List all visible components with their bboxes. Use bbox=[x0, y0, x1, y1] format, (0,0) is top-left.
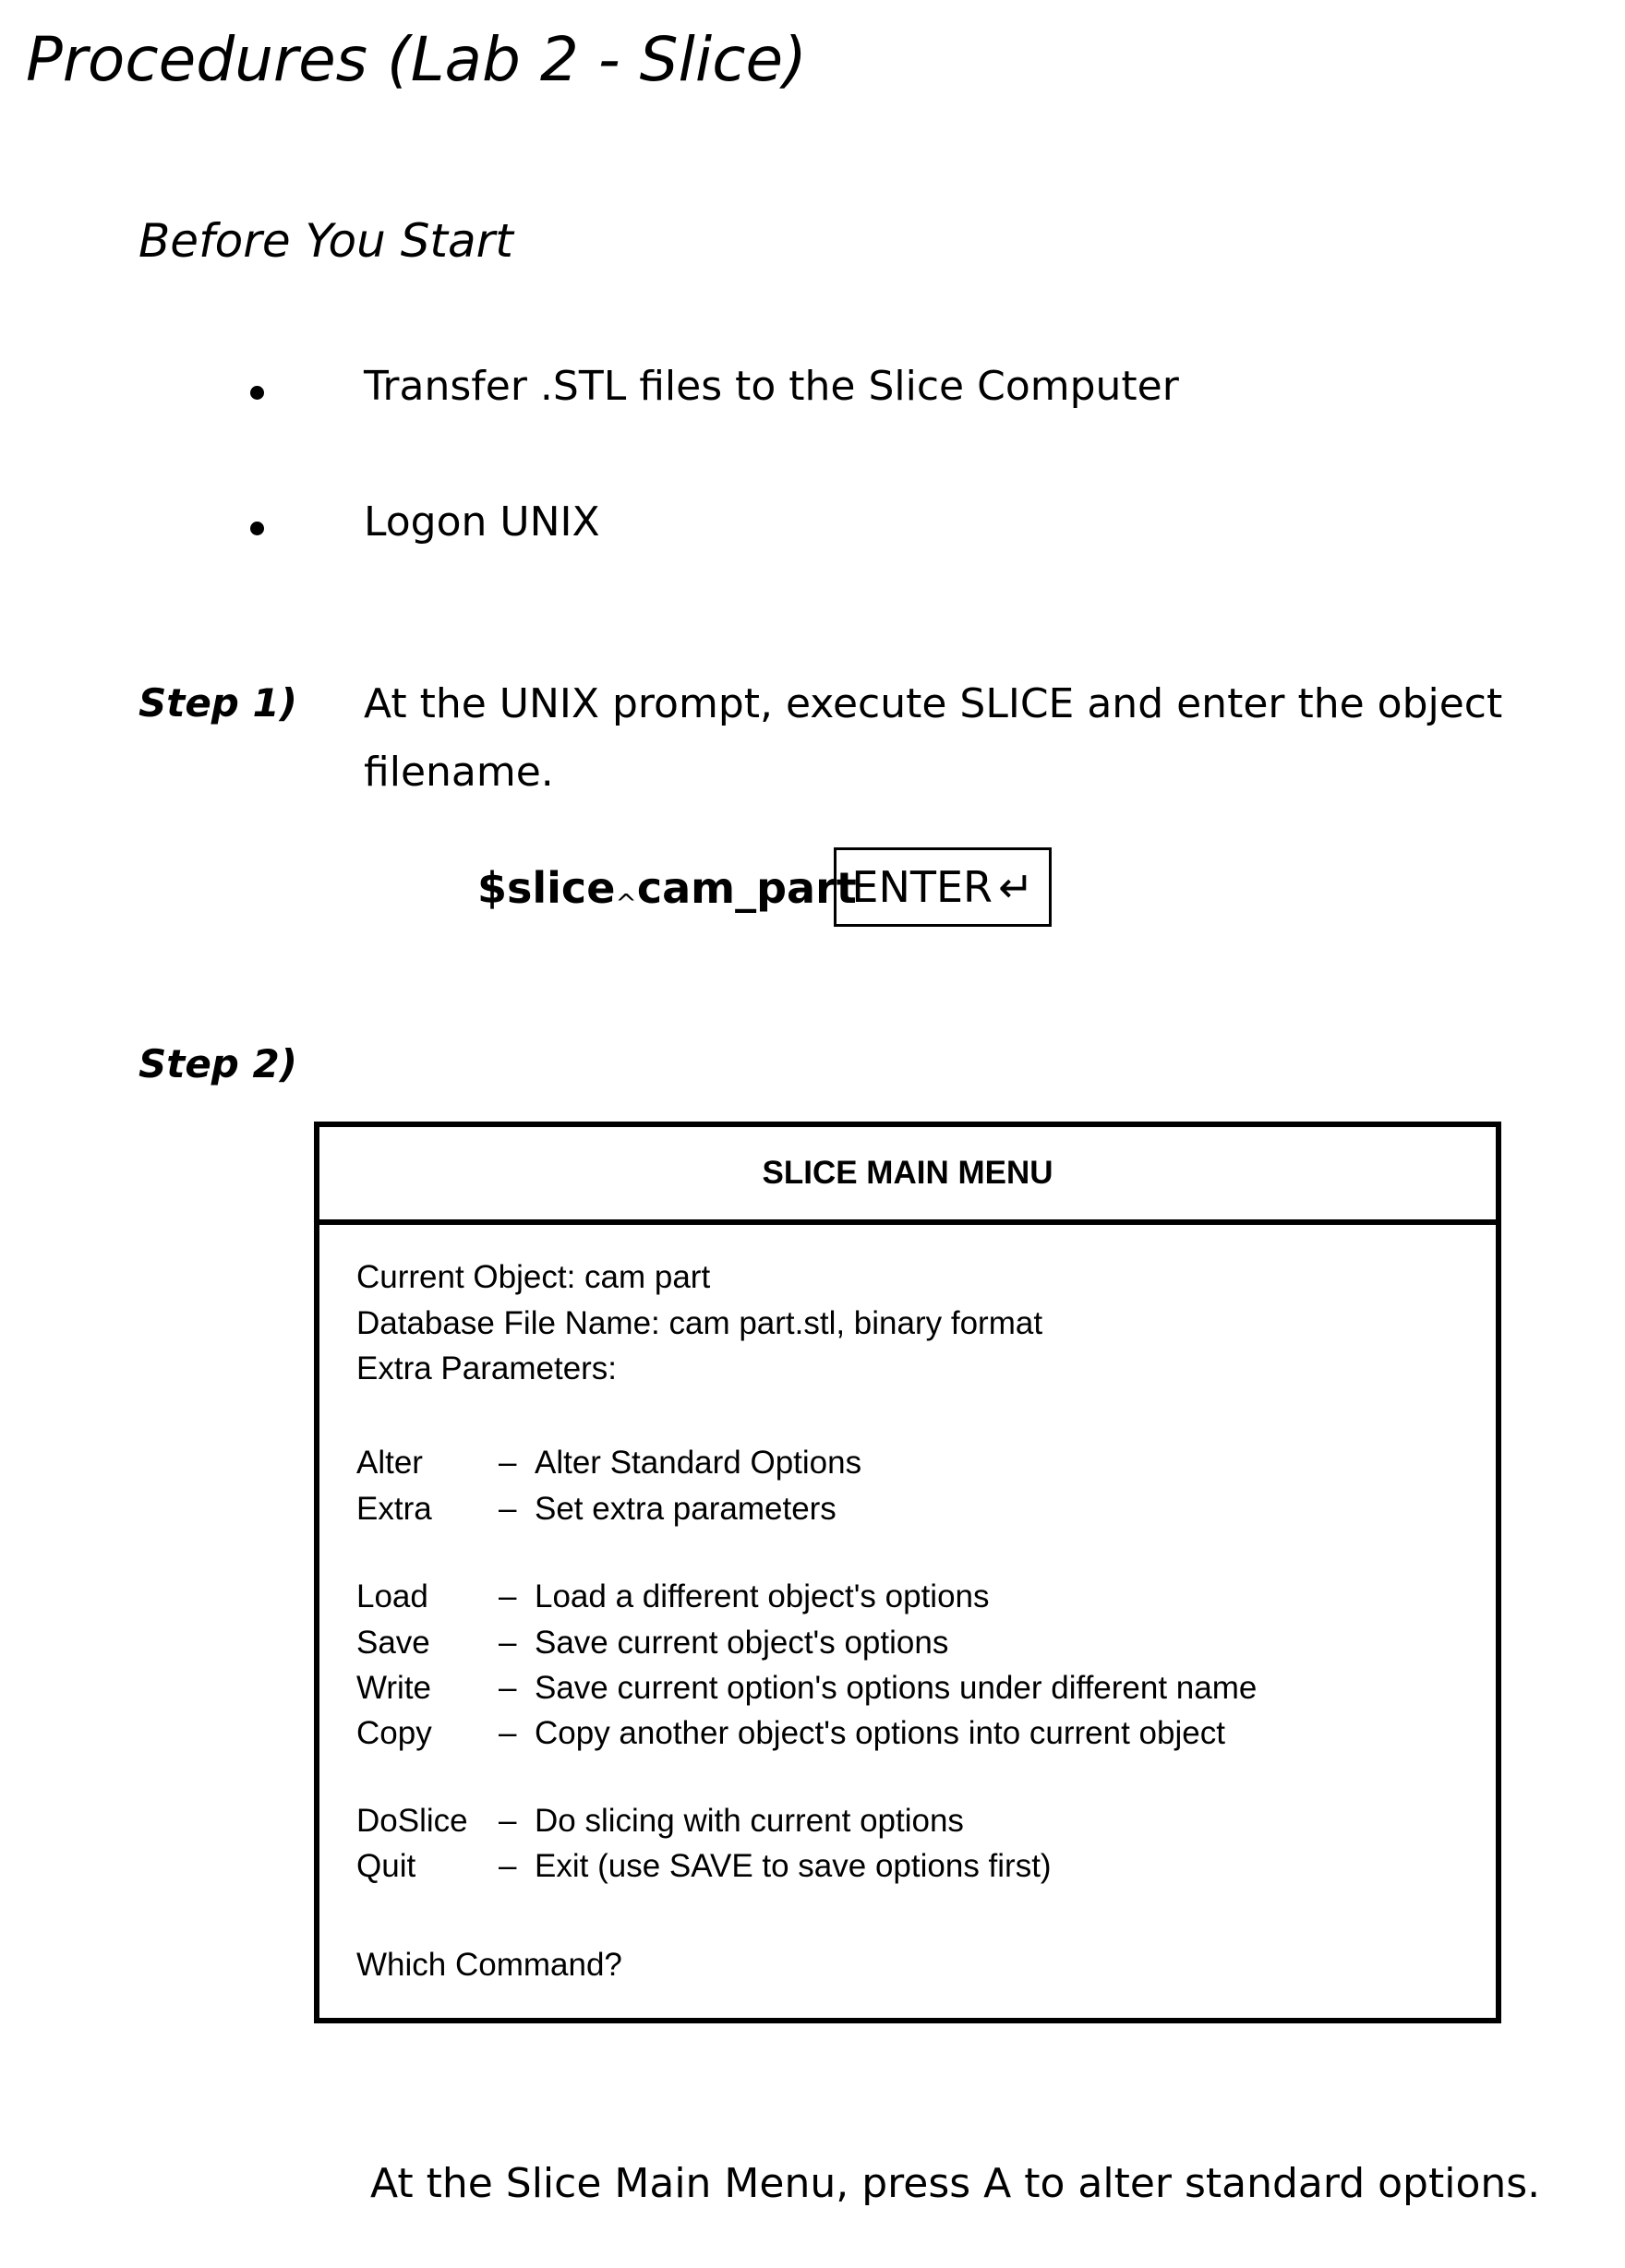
step-1-text: At the UNIX prompt, execute SLICE and enter the object bbox=[364, 680, 1502, 727]
bullet-item: Transfer .STL files to the Slice Computer bbox=[364, 363, 1179, 410]
step-2-label: Step 2) bbox=[138, 1041, 297, 1086]
dash: – bbox=[499, 1578, 516, 1615]
command-desc: Save current option's options under different name bbox=[535, 1670, 1257, 1707]
dash: – bbox=[499, 1491, 516, 1528]
bullet-icon bbox=[250, 522, 264, 535]
command-desc: Alter Standard Options bbox=[535, 1445, 861, 1482]
step-1-label: Step 1) bbox=[138, 680, 297, 726]
command-name: Alter bbox=[356, 1445, 423, 1482]
enter-label: ENTER bbox=[851, 862, 993, 912]
command-line bbox=[477, 863, 857, 918]
command-name: Save bbox=[356, 1625, 430, 1662]
bullet-item: Logon UNIX bbox=[364, 498, 600, 546]
command-name: Load bbox=[356, 1578, 428, 1615]
enter-key bbox=[834, 847, 1052, 927]
dash: – bbox=[499, 1670, 516, 1707]
command-arg: cam_part bbox=[637, 863, 857, 913]
command-name: Quit bbox=[356, 1848, 415, 1885]
command-prefix: $slice bbox=[477, 863, 615, 913]
dash: – bbox=[499, 1848, 516, 1885]
section-heading: Before You Start bbox=[138, 214, 513, 268]
command-desc: Save current object's options bbox=[535, 1625, 948, 1662]
dash: – bbox=[499, 1445, 516, 1482]
command-desc: Load a different object's options bbox=[535, 1578, 990, 1615]
dash: – bbox=[499, 1803, 516, 1840]
menu-info-line: Current Object: cam part bbox=[356, 1259, 710, 1296]
page-title: Procedures (Lab 2 - Slice) bbox=[26, 24, 807, 95]
command-name: DoSlice bbox=[356, 1803, 468, 1840]
menu-title: SLICE MAIN MENU bbox=[319, 1127, 1496, 1225]
step-1-text-cont: filename. bbox=[364, 749, 554, 796]
menu-info-line: Database File Name: cam part.stl, binary format bbox=[356, 1305, 1042, 1342]
command-name: Write bbox=[356, 1670, 431, 1707]
command-name: Copy bbox=[356, 1715, 432, 1752]
command-desc: Exit (use SAVE to save options first) bbox=[535, 1848, 1052, 1885]
dash: – bbox=[499, 1715, 516, 1752]
instruction-text: At the Slice Main Menu, press A to alter standard options. bbox=[370, 2160, 1540, 2207]
command-prompt: Which Command? bbox=[356, 1947, 622, 1984]
bullet-icon bbox=[250, 386, 264, 400]
command-desc: Set extra parameters bbox=[535, 1491, 837, 1528]
return-arrow-icon: ↵ bbox=[998, 862, 1034, 912]
dash: – bbox=[499, 1625, 516, 1662]
command-desc: Copy another object's options into current object bbox=[535, 1715, 1225, 1752]
menu-info-line: Extra Parameters: bbox=[356, 1350, 617, 1387]
command-name: Extra bbox=[356, 1491, 432, 1528]
space-caret: ^ bbox=[615, 888, 636, 918]
command-desc: Do slicing with current options bbox=[535, 1803, 964, 1840]
slice-main-menu bbox=[314, 1122, 1501, 2023]
